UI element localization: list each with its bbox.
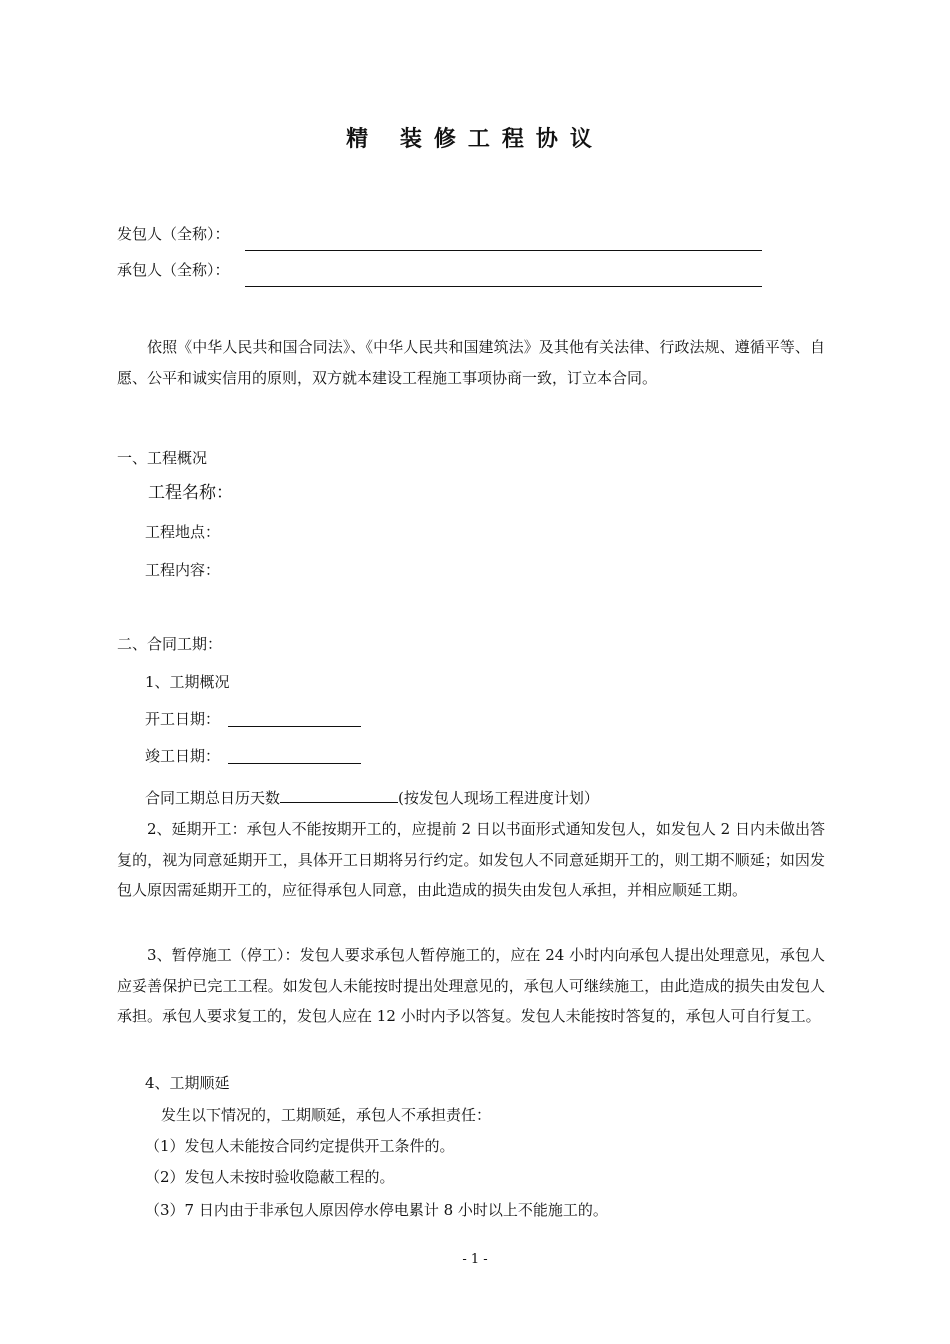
contractor-fill-line — [245, 286, 762, 287]
start-date-fill-line — [228, 726, 361, 727]
preamble-paragraph: 依照《中华人民共和国合同法》、《中华人民共和国建筑法》及其他有关法律、行政法规、遵循平等、自愿、公平和诚实信用的原则，双方就本建设工程施工事项协商一致，订立本合同。 — [117, 338, 825, 387]
document-title: 精 装修工程协议 — [346, 126, 604, 152]
section2-heading: 二、合同工期： — [117, 635, 223, 653]
total-days-note: (按发包人现场工程进度计划） — [398, 789, 599, 807]
employer-fill-line — [245, 250, 762, 251]
schedule-extension-intro: 发生以下情况的，工期顺延，承包人不承担责任： — [161, 1106, 492, 1124]
suspension-paragraph: 3、暂停施工（停工）：发包人要求承包人暂停施工的，应在 24 小时内向承包人提出处理意见，承包人应妥善保护已完工工程。如发包人未能按时提出处理意见的，承包人可继续施工，由此造成的损失由发包人承担。承包人要求复工的，发包人应在 12 小时内予以答复。发包人未能按时答复的，承包人可自行复工。 — [117, 946, 825, 1025]
total-days-label: 合同工期总日历天数 — [145, 789, 281, 807]
total-days-fill-line — [280, 789, 398, 803]
extension-item: （3）7 日内由于非承包人原因停水停电累计 8 小时以上不能施工的。 — [145, 1201, 608, 1219]
end-date-fill-line — [228, 763, 361, 764]
contractor-label: 承包人（全称）： — [117, 261, 230, 279]
schedule-overview-heading: 1、工期概况 — [145, 673, 230, 691]
project-location-label: 工程地点： — [145, 523, 221, 541]
extension-item: （2）发包人未按时验收隐蔽工程的。 — [145, 1168, 395, 1186]
section1-heading: 一、工程概况 — [117, 449, 208, 467]
schedule-extension-heading: 4、工期顺延 — [145, 1074, 230, 1092]
start-date-label: 开工日期： — [145, 710, 221, 728]
project-name-label: 工程名称： — [148, 483, 233, 503]
total-days-row — [145, 789, 599, 806]
employer-label: 发包人（全称）： — [117, 225, 230, 243]
end-date-label: 竣工日期： — [145, 747, 221, 765]
project-content-label: 工程内容： — [145, 561, 221, 579]
delayed-start-paragraph: 2、延期开工：承包人不能按期开工的，应提前 2 日以书面形式通知发包人，如发包人 2 日内未做出答复的，视为同意延期开工，具体开工日期将另行约定。如发包人不同意延期开工的，则工期不顺延；如因发包人原因需延期开工的，应征得承包人同意，由此造成的损失由发包人承担，并相应顺延工期。 — [117, 820, 825, 899]
extension-item: （1）发包人未能按合同约定提供开工条件的。 — [145, 1137, 455, 1155]
page-number: - 1 - — [462, 1252, 488, 1267]
